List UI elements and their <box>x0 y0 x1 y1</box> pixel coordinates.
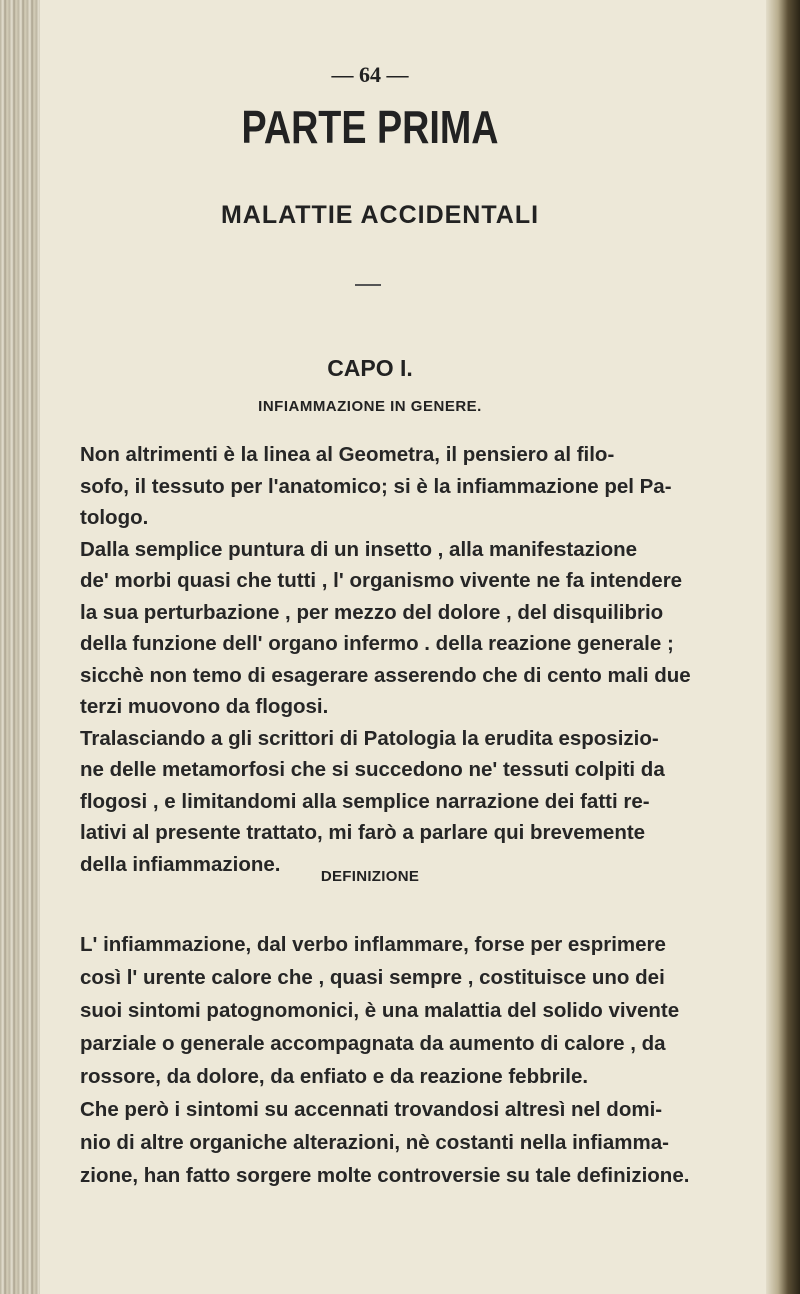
text-line: flogosi , e limitandomi alla semplice narrazione dei fatti re- <box>80 789 650 813</box>
part-subtitle: MALATTIE ACCIDENTALI <box>220 201 540 229</box>
text-line: nio di altre organiche alterazioni, nè costanti nella infiamma- <box>80 1131 669 1154</box>
chapter-title: CAPO I. <box>327 355 413 381</box>
text-line: Dalla semplice puntura di un insetto , alla manifestazione <box>80 537 638 561</box>
text-line: Tralasciando a gli scrittori di Patologia la erudita esposizio- <box>80 726 659 750</box>
text-line: della infiammazione. <box>80 852 281 876</box>
divider <box>355 284 381 286</box>
text-line: terzi muovono da flogosi. <box>80 695 329 718</box>
page-edge-shadow <box>766 0 800 1294</box>
text-line: parziale o generale accompagnata da aumento di calore , da <box>80 1032 666 1055</box>
page-number: — 64 — <box>331 62 409 87</box>
chapter-subtitle: INFIAMMAZIONE IN GENERE. <box>258 398 482 415</box>
part-title: PARTE PRIMA <box>241 101 499 153</box>
book-binding <box>0 0 40 1294</box>
text-line: Che però i sintomi su accennati trovandosi altresì nel domi- <box>80 1098 663 1121</box>
text-line: Non altrimenti è la linea al Geometra, il pensiero al filo- <box>80 443 615 466</box>
text-line: ne delle metamorfosi che si succedono ne' tessuti colpiti da <box>80 758 665 781</box>
text-line: sofo, il tessuto per l'anatomico; si è la infiammazione pel Pa- <box>80 474 672 498</box>
text-line: suoi sintomi patognomonici, è una malattia del solido vivente <box>80 999 680 1022</box>
text-line: zione, han fatto sorgere molte controversie su tale definizione. <box>80 1164 690 1187</box>
text-line: tologo. <box>80 506 149 529</box>
text-line: sicchè non temo di esagerare asserendo che di cento mali due <box>80 663 691 687</box>
text-line: la sua perturbazione , per mezzo del dolore , del disquilibrio <box>80 600 664 624</box>
text-line: rossore, da dolore, da enfiato e da reazione febbrile. <box>80 1065 589 1088</box>
section-heading: DEFINIZIONE <box>320 868 420 885</box>
text-line: lativi al presente trattato, mi farò a parlare qui brevemente <box>80 821 646 844</box>
text-line: così l' urente calore che , quasi sempre , costituisce uno dei <box>80 966 665 989</box>
text-line: L' infiammazione, dal verbo inflammare, forse per esprimere <box>80 933 666 956</box>
text-line: de' morbi quasi che tutti , l' organismo vivente ne fa intendere <box>80 569 683 592</box>
text-line: della funzione dell' organo infermo . della reazione generale ; <box>80 632 674 655</box>
